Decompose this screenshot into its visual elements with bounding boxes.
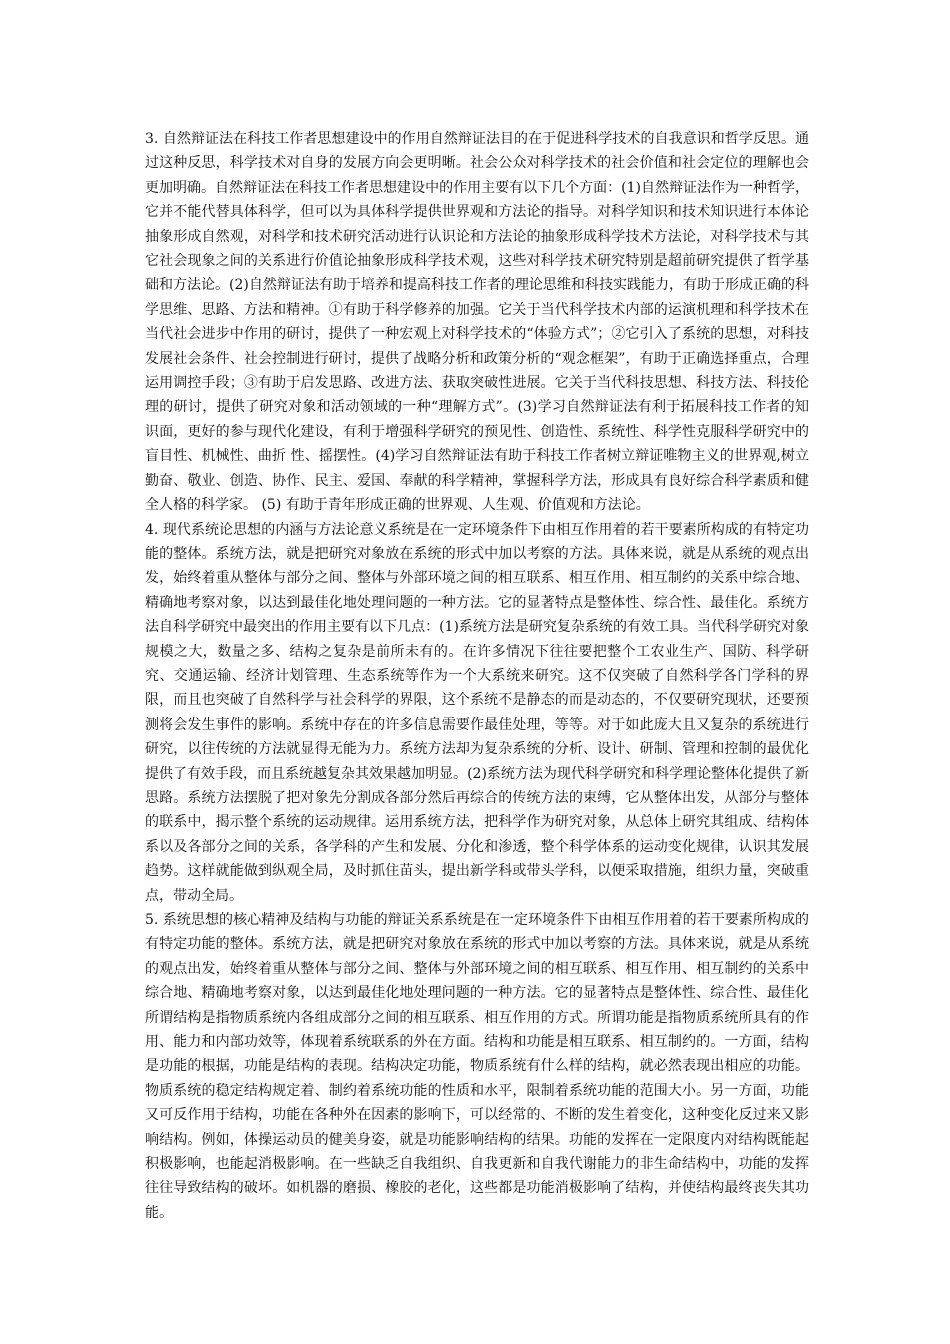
document-body [145, 127, 809, 1225]
section-4-paragraph: 4. 现代系统论思想的内涵与方法论意义系统是在一定环境条件下由相互作用着的若干要素所构成的有特定功能的整体。系统方法，就是把研究对象放在系统的形式中加以考察的方法。具体来说，就是从系统的观点出发，始终着重从整体与部分之间、整体与外部环境之间的相互联系、相互作用、相互制约的关系中综合地、精确地考察对象，以达到最佳化地处理问题的一种方法。它的显著特点是整体性、综合性、最佳化。系统方法自科学研究中最突出的作用主要有以下几点：(1)系统方法是研究复杂系统的有效工具。当代科学研究对象规模之大，数量之多、结构之复杂是前所未有的。在许多情况下往往要把整个工农业生产、国防、科学研究、交通运输、经济计划管理、生态系统等作为一个大系统来研究。这不仅突破了自然科学各门学科的界限，而且也突破了自然科学与社会科学的界限，这个系统不是静态的而是动态的，不仅要研究现状，还要预测将会发生事件的影响。系统中存在的许多信息需要作最佳处理，等等。对于如此庞大且又复杂的系统进行研究，以往传统的方法就显得无能为力。系统方法却为复杂系统的分析、设计、研制、管理和控制的最优化提供了有效手段，而且系统越复杂其效果越加明显。(2)系统方法为现代科学研究和科学理论整体化提供了新思路。系统方法摆脱了把对象先分割成各部分然后再综合的传统方法的束缚，它从整体出发，从部分与整体的联系中，揭示整个系统的运动规律。运用系统方法，把科学作为研究对象，从总体上研究其组成、结构体系以及各部分之间的关系，各学科的产生和发展、分化和渗透，整个科学体系的运动变化规律，认识其发展趋势。这样就能做到纵观全局，及时抓住苗头，提出新学科或带头学科，以便采取措施，组织力量，突破重点，带动全局。 [145, 521, 809, 904]
section-5-paragraph: 5. 系统思想的核心精神及结构与功能的辩证关系系统是在一定环境条件下由相互作用着的若干要素所构成的有特定功能的整体。系统方法，就是把研究对象放在系统的形式中加以考察的方法。具体来说，就是从系统的观点出发，始终着重从整体与部分之间、整体与外部环境之间的相互联系、相互作用、相互制约的关系中综合地、精确地考察对象，以达到最佳化地处理问题的一种方法。它的显著特点是整体性、综合性、最佳化所谓结构是指物质系统内各组成部分之间的相互联系、相互作用的方式。所谓功能是指物质系统所具有的作用、能力和内部功效等，体现着系统联系的外在方面。结构和功能是相互联系、相互制约的。一方面，结构是功能的根据，功能是结构的表现。结构决定功能，物质系统有什么样的结构，就必然表现出相应的功能。物质系统的稳定结构规定着、制约着系统功能的性质和水平，限制着系统功能的范围大小。另一方面，功能又可反作用于结构，功能在各种外在因素的影响下，可以经常的、不断的发生着变化，这种变化反过来又影响结构。例如，体操运动员的健美身姿，就是功能影响结构的结果。功能的发挥在一定限度内对结构既能起积极影响，也能起消极影响。在一些缺乏自我组织、自我更新和自我代谢能力的非生命结构中，功能的发挥往往导致结构的破坏。如机器的磨损、橡胶的老化，这些都是功能消极影响了结构，并使结构最终丧失其功能。 [145, 912, 809, 1221]
section-3-paragraph: 3. 自然辩证法在科技工作者思想建设中的作用自然辩证法目的在于促进科学技术的自我意识和哲学反思。通过这种反思，科学技术对自身的发展方向会更明晰。社会公众对科学技术的社会价值和社会定位的理解也会更加明确。自然辩证法在科技工作者思想建设中的作用主要有以下几个方面：(1)自然辩证法作为一种哲学，它并不能代替具体科学，但可以为具体科学提供世界观和方法论的指导。对科学知识和技术知识进行本体论抽象形成自然观，对科学和技术研究活动进行认识论和方法论的抽象形成科学技术方法论，对科学技术与其它社会现象之间的关系进行价值论抽象形成科学技术观，这些对科学技术研究特别是超前研究提供了哲学基础和方法论。(2)自然辩证法有助于培养和提高科技工作者的理论思维和科技实践能力，有助于形成正确的科学思维、思路、方法和精神。①有助于科学修养的加强。它关于当代科学技术内部的运演机理和科学技术在当代社会进步中作用的研讨，提供了一种宏观上对科学技术的“体验方式”；②它引入了系统的思想，对科技发展社会条件、社会控制进行研讨，提供了战略分析和政策分析的“观念框架”，有助于正确选择重点，合理运用调控手段；③有助于启发思路、改进方法、获取突破性进展。它关于当代科技思想、科技方法、科技伦理的研讨，提供了研究对象和活动领域的一种“理解方式”。(3)学习自然辩证法有利于拓展科技工作者的知识面，更好的参与现代化建设，有利于增强科学研究的预见性、创造性、系统性、科学性克服科学研究中的盲目性、机械性、曲折 性、摇摆性。(4)学习自然辩证法有助于科技工作者树立辩证唯物主义的世界观,树立勤奋、敬业、创造、协作、民主、爱国、奉献的科学精神，掌握科学方法，形成具有良好综合科学素质和健全人格的科学家。 (5) 有助于青年形成正确的世界观、人生观、价值观和方法论。 [145, 131, 809, 514]
